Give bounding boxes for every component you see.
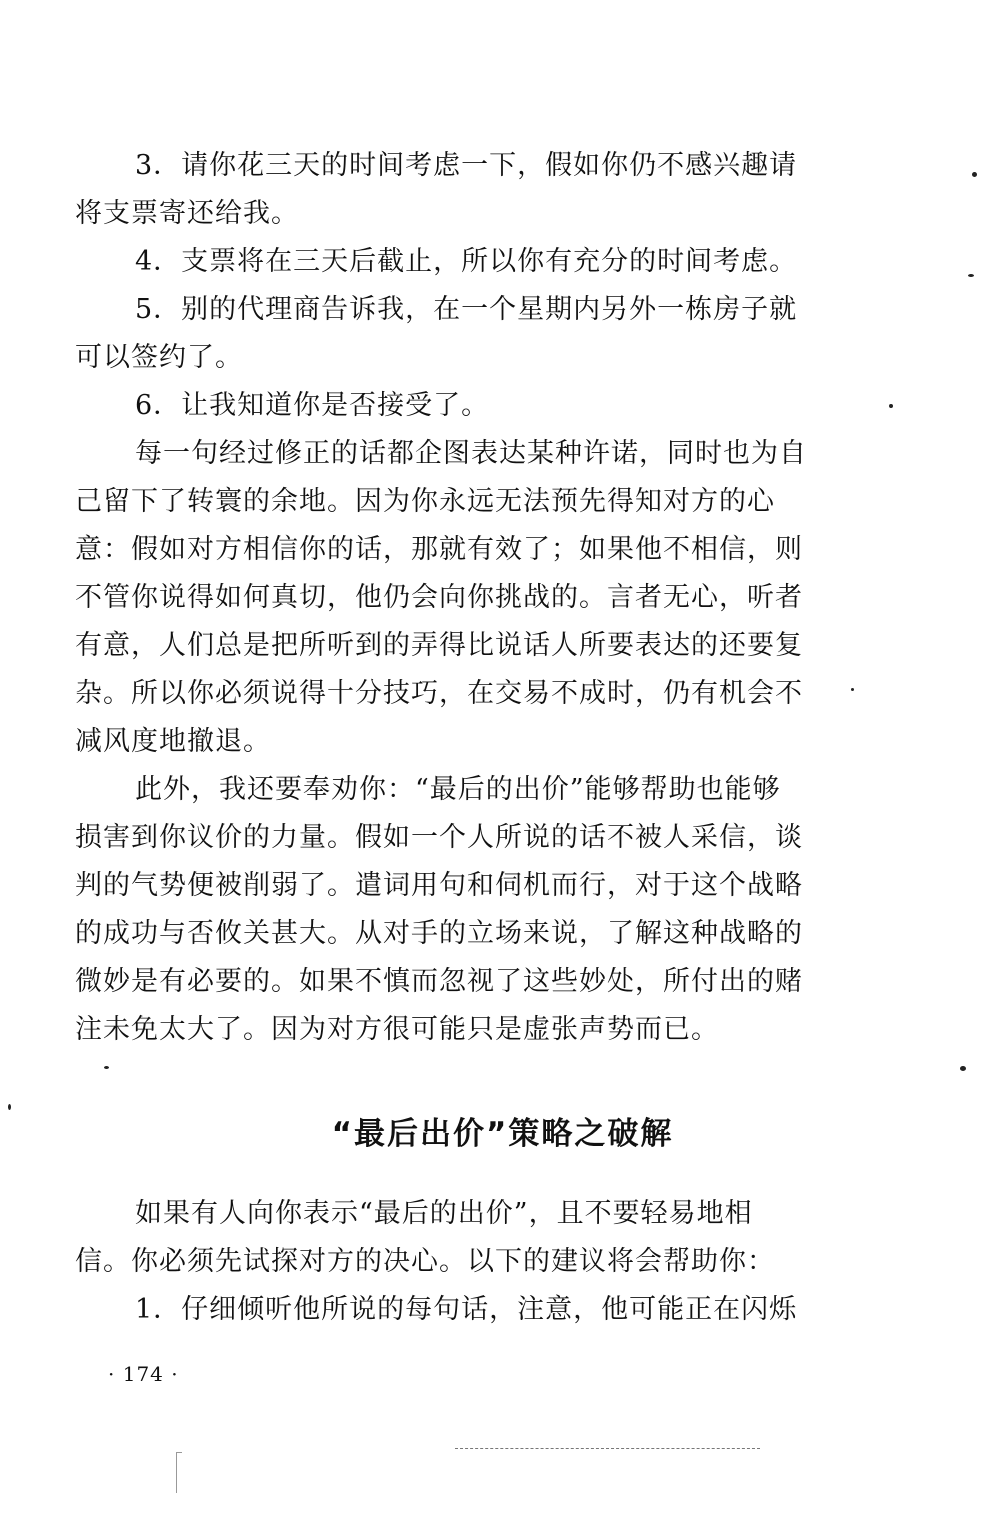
text-line: 4．支票将在三天后截止，所以你有充分的时间考虑。: [135, 246, 798, 277]
text-line: 判的气势便被削弱了。遣词用句和伺机而行，对于这个战略: [75, 870, 803, 901]
text-line: 的成功与否攸关甚大。从对手的立场来说，了解这种战略的: [75, 918, 803, 949]
scan-speck: [851, 688, 854, 691]
scan-speck: [889, 404, 893, 408]
text-line: 有意，人们总是把所听到的弄得比说话人所要表达的还要复: [75, 630, 803, 661]
text-line: 将支票寄还给我。: [75, 198, 299, 229]
text-line: 5．别的代理商告诉我，在一个星期内另外一栋房子就: [135, 294, 798, 325]
section-heading: “最后出价”策略之破解: [331, 1116, 674, 1152]
scan-speck: [972, 172, 977, 177]
text-line: 杂。所以你必须说得十分技巧，在交易不成时，仍有机会不: [75, 678, 803, 709]
text-line: 不管你说得如何真切，他仍会向你挑战的。言者无心，听者: [75, 582, 803, 613]
text-line: 减风度地撤退。: [75, 726, 271, 757]
scan-speck: [960, 1066, 966, 1071]
scan-dashed-rule: [455, 1448, 760, 1449]
scan-speck: [968, 274, 974, 277]
text-line: 此外，我还要奉劝你：“最后的出价”能够帮助也能够: [135, 774, 781, 805]
scan-bracket-mark: [176, 1452, 182, 1493]
scan-speck: [8, 1104, 11, 1110]
text-line: 可以签约了。: [75, 342, 243, 373]
text-line: 己留下了转寰的余地。因为你永远无法预先得知对方的心: [75, 486, 775, 517]
text-line: 意：假如对方相信你的话，那就有效了；如果他不相信，则: [75, 534, 803, 565]
text-line: 6．让我知道你是否接受了。: [135, 390, 490, 421]
scan-speck: [104, 1066, 109, 1069]
text-line: 微妙是有必要的。如果不慎而忽视了这些妙处，所付出的赌: [75, 966, 803, 997]
text-line: 注未免太大了。因为对方很可能只是虚张声势而已。: [75, 1014, 719, 1045]
text-line: 每一句经过修正的话都企图表达某种许诺，同时也为自: [135, 438, 807, 469]
text-line: 如果有人向你表示“最后的出价”，且不要轻易地相: [135, 1198, 753, 1229]
text-line: 信。你必须先试探对方的决心。以下的建议将会帮助你：: [75, 1246, 775, 1277]
text-line: 损害到你议价的力量。假如一个人所说的话不被人采信，谈: [75, 822, 803, 853]
page-number: · 174 ·: [108, 1362, 179, 1386]
text-line: 3．请你花三天的时间考虑一下，假如你仍不感兴趣请: [135, 150, 798, 181]
text-line: 1．仔细倾听他所说的每句话，注意，他可能正在闪烁: [135, 1294, 798, 1325]
